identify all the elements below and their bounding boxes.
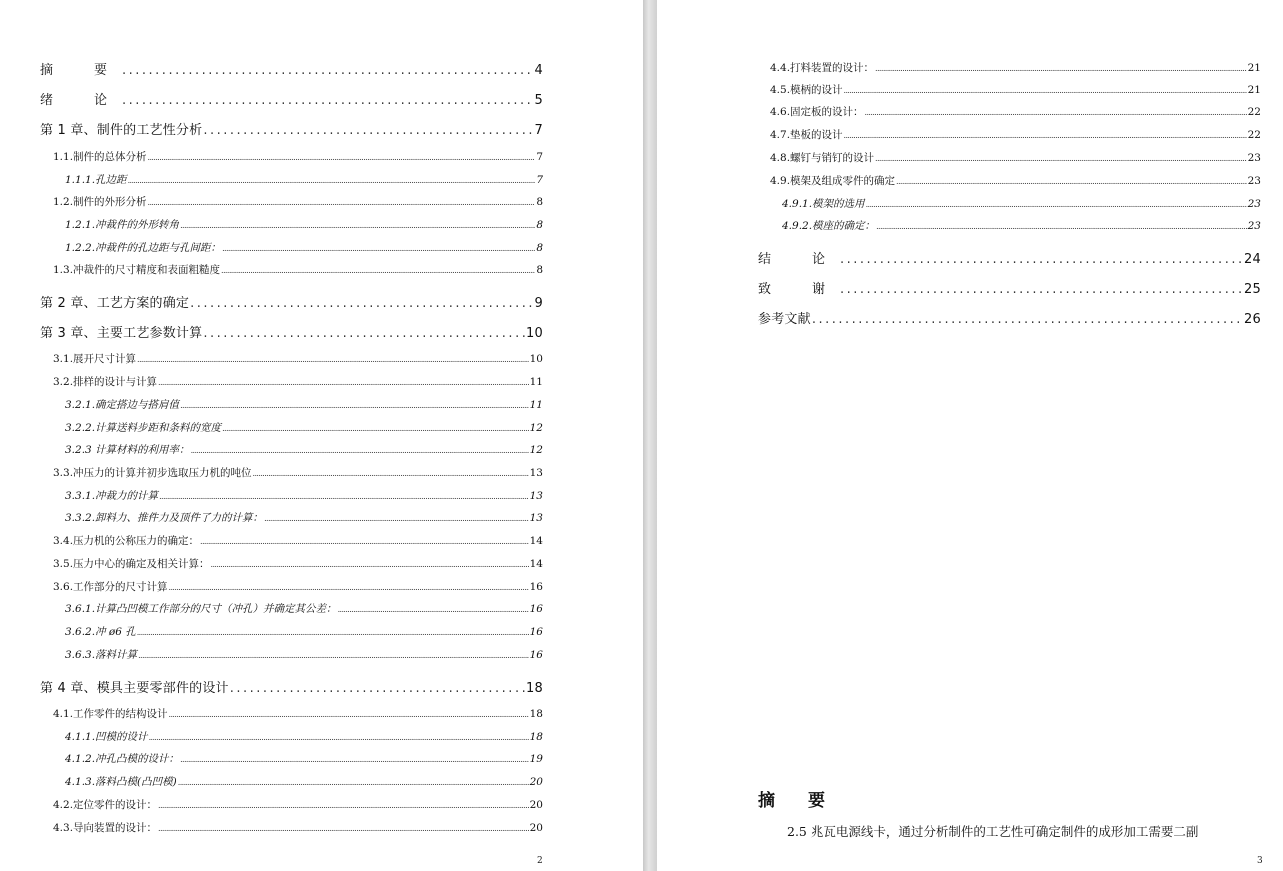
toc-entry[interactable] [40,292,543,311]
toc-entry-title: 第 3 章、主要工艺参数计算 [40,326,203,341]
toc-dot-leader [222,424,529,433]
toc-dot-leader [876,222,1247,231]
toc-dot-leader [253,469,529,478]
toc-dot-leader [844,86,1247,95]
toc-entry[interactable] [770,82,1261,97]
toc-dot-leader [875,64,1247,73]
toc-entry[interactable] [65,488,543,503]
toc-entry[interactable] [65,172,543,187]
abstract-text: 2.5 兆瓦电源线卡，通过分析制件的工艺性可确定制件的成形加工需要二副 [787,824,1199,839]
toc-dot-leader [128,176,536,185]
toc-entry-title: 4.2.定位零件的设计： [53,799,158,811]
toc-entry-title: 3.2.排样的设计与计算 [53,376,158,388]
abstract-heading: 摘 要 [758,791,833,811]
toc-entry[interactable] [53,556,543,571]
toc-entry-title: 4.9.模架及组成零件的确定 [770,175,896,187]
toc-entry-page: 10 [526,326,543,341]
toc-entry-title: 1.2.1.冲裁件的外形转角 [65,219,180,231]
toc-dot-leader [149,733,529,742]
toc-dot-leader [221,266,535,275]
toc-entry[interactable] [770,127,1261,142]
toc-dot-leader [122,63,534,78]
toc-entry-page: 25 [1244,282,1261,297]
toc-entry-title: 3.3.冲压力的计算并初步选取压力机的吨位 [53,467,252,479]
toc-entry-page: 21 [1247,62,1261,74]
toc-entry-page: 12 [529,422,543,434]
toc-entry[interactable] [65,510,543,525]
toc-entry[interactable] [65,601,543,616]
toc-entry-page: 10 [529,353,543,365]
toc-dot-leader [222,244,535,253]
toc-entry[interactable] [65,774,543,789]
toc-entry-title: 摘 要 [40,63,122,78]
toc-entry[interactable] [53,533,543,548]
toc-entry-title: 1.1.1.孔边距 [65,174,127,186]
toc-entry-title: 3.3.1.冲裁力的计算 [65,490,159,502]
toc-entry-title: 第 2 章、工艺方案的确定 [40,296,190,311]
toc-entry[interactable] [40,89,543,108]
toc-entry-title: 致 谢 [758,282,840,297]
toc-entry[interactable] [782,218,1261,233]
toc-entry-title: 结 论 [758,252,840,267]
toc-entry-title: 第 4 章、模具主要零部件的设计 [40,681,229,696]
toc-entry-page: 4 [534,63,543,78]
toc-entry-page: 18 [529,708,543,720]
toc-entry-page: 16 [529,603,543,615]
toc-entry-title: 3.6.3.落料计算 [65,649,138,661]
toc-entry[interactable] [53,351,543,366]
toc-entry[interactable] [782,196,1261,211]
toc-entry[interactable] [65,217,543,232]
toc-entry-page: 18 [526,681,543,696]
toc-dot-leader [137,628,529,637]
toc-dot-leader [180,755,529,764]
toc-entry-page: 22 [1247,106,1261,118]
toc-dot-leader [191,446,529,455]
toc-entry-page: 7 [536,151,543,163]
toc-entry[interactable] [53,706,543,721]
toc-entry-page: 7 [536,174,543,186]
toc-entry-page: 14 [529,535,543,547]
toc-entry[interactable] [53,579,543,594]
toc-entry-title: 4.1.1.凹模的设计 [65,731,148,743]
toc-dot-leader [178,778,529,787]
toc-entry-page: 16 [529,649,543,661]
toc-dot-leader [264,514,529,523]
toc-dot-leader [203,326,525,341]
toc-entry-title: 3.2.2.计算送料步距和条料的宽度 [65,422,222,434]
toc-entry-page: 8 [536,264,543,276]
toc-entry-title: 参考文献 [758,312,811,327]
toc-entry-title: 4.3.导向装置的设计： [53,822,158,834]
toc-entry-title: 1.2.制件的外形分析 [53,196,147,208]
toc-entry-title: 3.6.2.冲 ø6 孔 [65,626,136,638]
toc-entry[interactable] [65,420,543,435]
toc-entry-page: 21 [1247,84,1261,96]
toc-entry[interactable] [53,465,543,480]
toc-entry-page: 23 [1247,152,1261,164]
toc-entry-page: 9 [534,296,543,311]
toc-entry[interactable] [65,751,543,766]
toc-dot-leader [812,312,1243,327]
page-number: 2 [537,856,543,866]
toc-entry-title: 1.1.制件的总体分析 [53,151,147,163]
toc-entry-title: 4.1.2.冲孔凸模的设计： [65,753,180,765]
toc-entry-title: 4.7.垫板的设计 [770,129,843,141]
toc-entry-page: 8 [536,242,543,254]
toc-entry-title: 3.4.压力机的公称压力的确定： [53,535,200,547]
toc-dot-leader [865,108,1247,117]
toc-entry-page: 23 [1247,198,1261,210]
toc-dot-leader [200,537,529,546]
toc-entry[interactable] [770,60,1261,75]
toc-dot-leader [169,710,529,719]
toc-entry-title: 4.1.工作零件的结构设计 [53,708,168,720]
toc-dot-leader [230,681,525,696]
toc-entry-page: 13 [529,467,543,479]
toc-dot-leader [840,252,1243,267]
toc-entry-title: 3.3.2.卸料力、推件力及顶件了力的计算： [65,512,264,524]
toc-dot-leader [844,131,1247,140]
toc-dot-leader [148,198,536,207]
toc-entry-title: 3.6.工作部分的尺寸计算 [53,581,168,593]
toc-entry-title: 3.5.压力中心的确定及相关计算： [53,558,210,570]
toc-entry[interactable] [53,797,543,812]
toc-entry-page: 13 [529,512,543,524]
toc-dot-leader [158,801,529,810]
document-page-right [657,0,1283,871]
toc-entry-page: 5 [534,93,543,108]
toc-entry-page: 26 [1244,312,1261,327]
toc-dot-leader [138,651,529,660]
toc-dot-leader [137,355,529,364]
toc-entry-title: 4.5.模柄的设计 [770,84,843,96]
toc-entry-title: 绪 论 [40,93,122,108]
toc-entry-page: 24 [1244,252,1261,267]
toc-entry-title: 4.1.3.落料凸模(凸凹模) [65,776,177,788]
page-gutter [643,0,657,871]
toc-entry[interactable] [40,59,543,78]
toc-entry[interactable] [40,119,543,138]
toc-entry[interactable] [65,397,543,412]
toc-dot-leader [180,221,535,230]
toc-entry-title: 4.9.1.模架的选用 [782,198,865,210]
toc-dot-leader [211,560,529,569]
toc-entry-page: 19 [529,753,543,765]
toc-entry[interactable] [65,647,543,662]
toc-entry[interactable] [770,150,1261,165]
toc-entry-page: 20 [529,799,543,811]
toc-dot-leader [338,605,529,614]
toc-dot-leader [203,123,533,138]
toc-entry[interactable] [770,173,1261,188]
toc-entry[interactable] [770,104,1261,119]
toc-entry[interactable] [53,194,543,209]
toc-entry[interactable] [758,308,1261,327]
toc-entry[interactable] [40,322,543,341]
toc-entry-page: 16 [529,626,543,638]
page-number: 3 [1257,856,1263,866]
toc-entry[interactable] [758,278,1261,297]
toc-entry-page: 12 [529,444,543,456]
toc-entry-page: 23 [1247,220,1261,232]
toc-entry-title: 4.8.螺钉与销钉的设计 [770,152,875,164]
toc-entry[interactable] [65,729,543,744]
toc-entry-title: 4.6.固定板的设计： [770,106,864,118]
toc-entry-title: 4.4.打料装置的设计： [770,62,875,74]
toc-entry[interactable] [65,240,543,255]
toc-entry-page: 11 [529,376,543,388]
toc-entry-page: 13 [529,490,543,502]
toc-dot-leader [159,492,529,501]
toc-dot-leader [866,200,1247,209]
toc-entry[interactable] [53,820,543,835]
toc-entry[interactable] [53,374,543,389]
toc-entry[interactable] [53,149,543,164]
toc-entry-page: 8 [536,196,543,208]
toc-entry-title: 1.2.2.冲裁件的孔边距与孔间距： [65,242,222,254]
toc-entry-title: 3.1.展开尺寸计算 [53,353,137,365]
toc-entry-page: 11 [529,399,543,411]
toc-dot-leader [122,93,534,108]
toc-dot-leader [190,296,533,311]
toc-entry[interactable] [53,262,543,277]
toc-entry-page: 14 [529,558,543,570]
toc-dot-leader [896,177,1247,186]
toc-entry-page: 18 [529,731,543,743]
toc-entry-page: 16 [529,581,543,593]
toc-dot-leader [180,401,529,410]
toc-entry[interactable] [65,442,543,457]
toc-entry[interactable] [40,677,543,696]
toc-dot-leader [148,153,536,162]
toc-entry[interactable] [758,248,1261,267]
toc-entry-page: 20 [529,776,543,788]
toc-entry-page: 22 [1247,129,1261,141]
toc-entry-title: 3.6.1.计算凸凹模工作部分的尺寸（冲孔）并确定其公差： [65,603,337,615]
toc-entry[interactable] [65,624,543,639]
toc-dot-leader [169,583,529,592]
toc-dot-leader [840,282,1243,297]
toc-entry-page: 7 [534,123,543,138]
toc-dot-leader [158,378,529,387]
toc-entry-title: 3.2.3 计算材料的利用率： [65,444,190,456]
toc-entry-page: 20 [529,822,543,834]
toc-entry-page: 23 [1247,175,1261,187]
toc-entry-title: 1.3.冲裁件的尺寸精度和表面粗糙度 [53,264,221,276]
toc-entry-title: 3.2.1.确定搭边与搭肩值 [65,399,180,411]
toc-dot-leader [158,824,529,833]
toc-entry-title: 第 1 章、制件的工艺性分析 [40,123,203,138]
toc-dot-leader [875,154,1247,163]
toc-entry-page: 8 [536,219,543,231]
toc-entry-title: 4.9.2.模座的确定： [782,220,876,232]
